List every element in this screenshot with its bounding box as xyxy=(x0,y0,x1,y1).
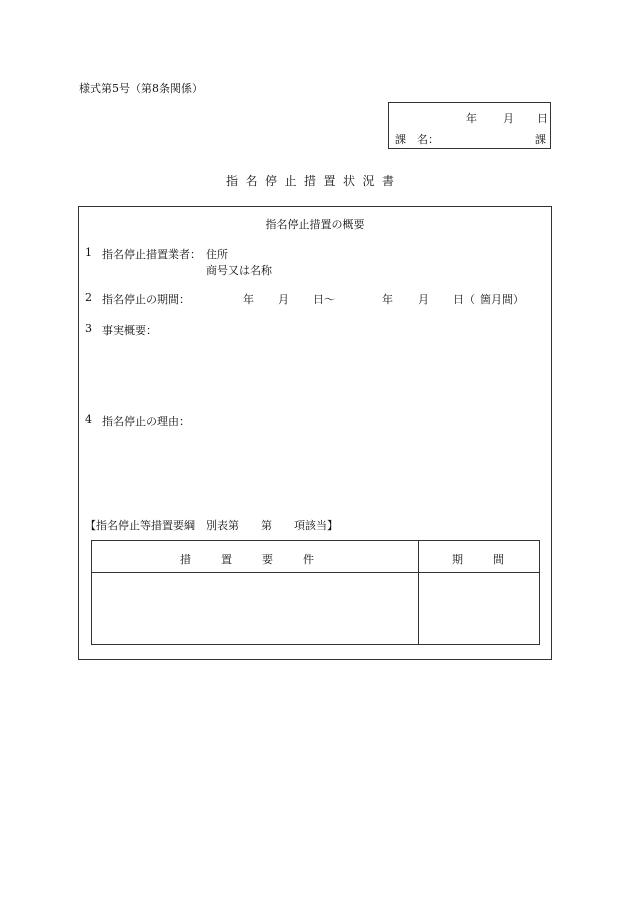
period-start-month: 月 xyxy=(278,293,289,306)
item-number: 2 xyxy=(85,291,92,304)
day-label: 日 xyxy=(537,112,548,125)
address-label: 住所 xyxy=(206,248,228,261)
summary-heading: 指名停止措置の概要 xyxy=(265,218,365,231)
outline-section-title: 【指名停止等措置要綱 別表第 第 項該当】 xyxy=(85,519,338,532)
period-start-day: 日～ xyxy=(313,293,335,306)
department-suffix: 課 xyxy=(535,133,546,146)
item-label: 事実概要： xyxy=(102,324,157,337)
item-label: 指名停止措置業者： xyxy=(102,248,201,261)
period-end-month: 月 xyxy=(418,293,429,306)
year-label: 年 xyxy=(466,112,477,125)
date-department-box xyxy=(388,102,551,149)
requirements-table xyxy=(91,540,540,645)
date-row xyxy=(389,110,550,124)
period-end-day: 日（ xyxy=(453,293,475,306)
department-row xyxy=(389,131,550,145)
department-label: 課 名： xyxy=(395,133,439,146)
document-title: 指名停止措置状況書 xyxy=(226,174,402,188)
period-start-year: 年 xyxy=(243,293,254,306)
form-reference: 様式第5号（第8条関係） xyxy=(79,82,203,95)
summary-box xyxy=(78,206,552,660)
month-label: 月 xyxy=(503,112,514,125)
table-header-divider xyxy=(92,572,539,573)
period-header: 期間 xyxy=(452,553,534,566)
period-months: 箇月間） xyxy=(480,293,524,306)
company-name-label: 商号又は名称 xyxy=(206,264,272,277)
item-number: 3 xyxy=(85,322,92,335)
item-label: 指名停止の理由： xyxy=(102,415,190,428)
requirement-header: 措置要件 xyxy=(180,553,344,566)
item-label: 指名停止の期間： xyxy=(102,293,190,306)
table-column-divider xyxy=(418,541,419,644)
period-end-year: 年 xyxy=(382,293,393,306)
item-number: 4 xyxy=(85,413,92,426)
item-number: 1 xyxy=(85,246,92,259)
